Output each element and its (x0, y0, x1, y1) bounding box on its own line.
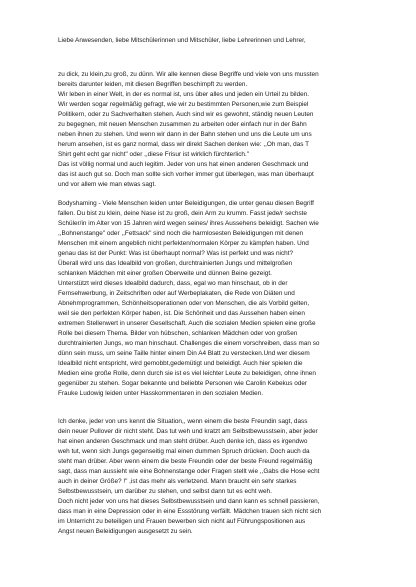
text-line: Selbstbewusstsein, um darüber zu stehen, und selbst dann tut es echt weh. (58, 488, 272, 495)
text-line: Rolle bei diesem Thema. Bilder von hübschen, schlanken Mädchen oder von großen (58, 330, 298, 337)
text-line: gegenüber zu stehen. Sogar bekannte und beliebte Personen wie Carolin Kebekus oder (58, 380, 308, 387)
text-line: auch in deiner Größe? !" ,ist das mehr als verletzend. Mann braucht ein sehr starkes (58, 478, 297, 485)
text-line: und vor allem wie man etwas sagt. (58, 181, 157, 188)
text-line: dünn sein muss, um seine Taille hinter einem Din A4 Blatt zu verstecken.Und wer diesem (58, 350, 310, 357)
text-line: bereits darunter leiden, mit diesen Begriffen beschimpft zu werden. (58, 81, 248, 88)
text-line: dein neuer Pullover dir nicht steht. Das tut weh und kratzt am Selbstbewusstsein, aber jeder (58, 428, 318, 435)
text-line: sagt, dass man aussieht wie eine Bohnenstange oder Fragen stellt wie ,,Gabs die Hose echt (58, 468, 320, 475)
text-line: fallen. Du bist zu klein, deine Nase ist zu groß, dein Arm zu krumm. Fasst jede/r sechste (58, 210, 307, 217)
text-line: Doch nicht jeder von uns hat dieses Selbstbewusstsein und dann kann es schnell passieren, (58, 498, 320, 505)
text-line: neben ihnen zu stehen. Und wenn wir dann in der Bahn stehen und uns die Leute um uns (58, 131, 312, 138)
text-line: dass man in eine Depression oder in eine Essstörung verfällt. Mädchen trauen sich nicht sich (58, 508, 322, 515)
text-line: Bodyshaming - Viele Menschen leiden unter Beleidigungen, die unter genau diesen Begriff (58, 200, 314, 207)
text-line: weh tut, wenn sich Jungs gegenseitig mal einen dummen Spruch drücken. Doch auch da (58, 448, 310, 455)
text-line: Frauke Ludowig leiden unter Hasskommentaren in den sozialen Medien. (58, 390, 263, 397)
text-line: zu dick, zu klein,zu groß, zu dünn. Wir alle kennen diese Begriffe und viele von uns mussten (58, 71, 319, 78)
text-line: steht man drüber. Aber wenn einem die beste Freundin oder der beste Freund regelmäßig (58, 458, 313, 465)
text-line: Politikern, oder zu Sachverhalten stehen. Auch sind wir es gewohnt, ständig neuen Leuten (58, 111, 314, 118)
text-line: Wir leben in einer Welt, in der es normal ist, uns über alles und jeden ein Urteil zu bilden. (58, 91, 310, 98)
text-line: Fernsehwerbung, in Zeitschriften oder auf Werbeplakaten, die Rede von Diäten und (58, 290, 295, 297)
text-line: ,,Bohnenstange" oder ,,Fettsack" sind noch die harmlosesten Beleidigungen mit denen (58, 230, 304, 237)
text-line: Das ist völlig normal und auch legitim. Jeder von uns hat einen anderen Geschmack und (58, 161, 309, 168)
text-line: Shirt geht echt gar nicht" oder ,,diese Frisur ist wirklich fürchterlich." (58, 151, 250, 158)
text-line: im Unterricht zu beteiligen und Frauen bewerben sich nicht auf Führungspositionen aus (58, 518, 306, 525)
text-line: extremen Stellenwert in unserer Gesellschaft. Auch die sozialen Medien spielen eine große (58, 320, 316, 327)
text-line: Idealbild nicht entspricht, wird gemobbt,gedemütigt und beleidigt. Auch hier spielen die (58, 360, 303, 367)
text-line: Überall wird uns das Idealbild von großen, durchtrainierten Jungs und mittelgroßen (58, 260, 293, 267)
text-line: Wir werden sogar regelmäßig gefragt, wie wir zu bestimmten Personen,wie zum Beispiel (58, 101, 309, 108)
text-line: Menschen mit einem angeblich nicht perfekten/normalen Körper zu kämpfen haben. Und (58, 240, 309, 247)
text-line: zu begegnen, mit neuen Menschen zusammen zu arbeiten oder einfach nur in der Bahn (58, 121, 307, 128)
text-line: hat einen anderen Geschmack und man steht drüber. Auch denke ich, dass es irgendwo (58, 438, 308, 445)
text-line: Schüler/in im Alter von 15 Jahren wird wegen seines/ ihres Aussehens beleidigt. Sachen wie (58, 220, 319, 227)
text-line: das ist auch gut so. Doch man sollte sich vorher immer gut überlegen, was man überhaupt (58, 171, 314, 178)
text-line: schlanken Mädchen mit einer großen Oberweite und dünnen Beine gezeigt. (58, 270, 272, 277)
text-line: Angst neuen Beleidigungen ausgesetzt zu sein. (58, 528, 193, 535)
text-line: Unterstützt wird dieses Idealbild dadurch, dass, egal wo man hinschaut, ob in der (58, 280, 288, 287)
text-line: durchtrainierten Jungs, wo man hinschaut. Challenges die einem vorschreiben, dass man so (58, 340, 320, 347)
text-line: genau das ist der Punkt: Was ist überhaupt normal? Was ist perfekt und was nicht? (58, 250, 294, 257)
salutation-line: Liebe Anwesenden, liebe Mitschülerinnen und Mitschüler, liebe Lehrerinnen und Lehrer, (58, 37, 306, 44)
text-line: Medien eine große Rolle, denn durch sie ist es viel leichter Leute zu beleidigen, ohne ihnen (58, 370, 316, 377)
text-line: herum ansehen, ist es ganz normal, dass wir direkt Sachen denken wie: ,,Oh man, das T (58, 141, 310, 148)
text-line: Ich denke, jeder von uns kennt die Situation,, wenn einem die beste Freundin sagt, dass (58, 418, 308, 425)
text-line: Abnehmprogrammen, Schönheitsoperationen oder von Menschen, die als Vorbild gelten, (58, 300, 310, 307)
text-line: weil sie den perfekten Körper haben, ist. Die Schönheit und das Aussehen haben einen (58, 310, 305, 317)
